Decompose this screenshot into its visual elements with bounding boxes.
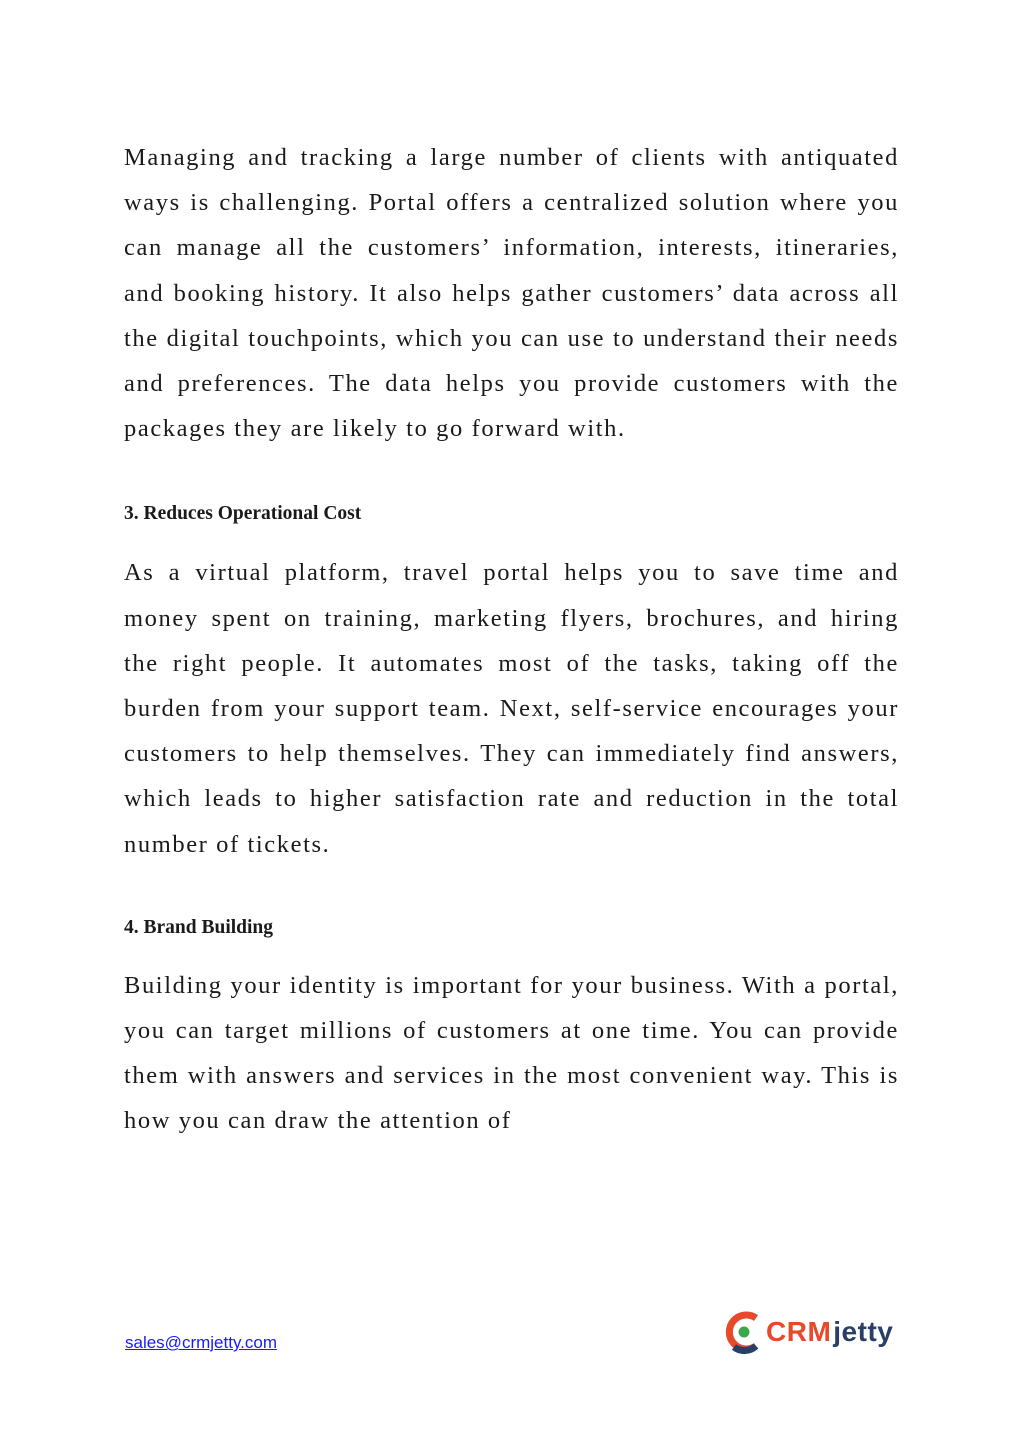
logo-text-crm: CRM: [766, 1316, 832, 1347]
footer-email-link[interactable]: sales@crmjetty.com: [125, 1333, 278, 1352]
section-heading-reduces-operational-cost: 3. Reduces Operational Cost: [124, 503, 362, 525]
crmjetty-logo-icon: [722, 1309, 762, 1355]
logo-text-jetty: jetty: [833, 1316, 894, 1347]
intro-paragraph: Managing and tracking a large number of clients with antiquated ways is challenging. Portal offers a centralized solution where you can manage all the customers’ information, interests, itineraries, and booking history. It also helps gather customers’ data across all the digital touchpoints, which you can use to understand their needs and preferences. The data helps you provide customers with the packages they are likely to go forward with.: [124, 144, 899, 443]
section-body-reduces-operational-cost: As a virtual platform, travel portal helps you to save time and money spent on training, marketing flyers, brochures, and hiring the right people. It automates most of the tasks, taking off the burden from your support team. Next, self-service encourages your customers to help themselves. They can immediately find answers, which leads to higher satisfaction rate and reduction in the total number of tickets.: [124, 559, 899, 858]
section-heading-brand-building: 4. Brand Building: [124, 916, 274, 938]
document-page: [124, 135, 899, 1144]
crmjetty-logo: [722, 1306, 893, 1358]
section-body-brand-building: Building your identity is important for your business. With a portal, you can target millions of customers at one time. You can provide them with answers and services in the most convenient way. This is how you can draw the attention of: [124, 971, 899, 1135]
